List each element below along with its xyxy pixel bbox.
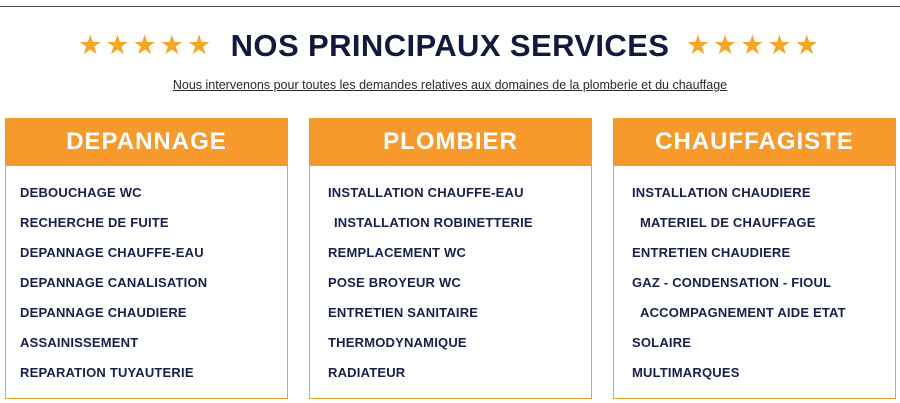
list-item[interactable]: RECHERCHE DE FUITE: [20, 215, 169, 231]
list-item[interactable]: THERMODYNAMIQUE: [328, 335, 467, 351]
page-subtitle: Nous intervenons pour toutes les demandes relatives aux domaines de la plomberie et du chauffage: [172, 78, 728, 92]
service-card-plombier: [309, 118, 592, 399]
list-item[interactable]: INSTALLATION ROBINETTERIE: [334, 215, 533, 231]
list-item[interactable]: MATERIEL DE CHAUFFAGE: [640, 215, 816, 231]
list-item[interactable]: DEPANNAGE CHAUDIERE: [20, 305, 187, 321]
card-body: [310, 166, 591, 398]
list-item[interactable]: SOLAIRE: [632, 335, 692, 351]
list-item[interactable]: ENTRETIEN SANITAIRE: [328, 305, 479, 321]
list-item[interactable]: DEBOUCHAGE WC: [20, 185, 142, 201]
list-item[interactable]: GAZ - CONDENSATION - FIOUL: [632, 275, 832, 291]
card-heading: CHAUFFAGISTE: [614, 119, 895, 166]
stars-left-icon: ★★★★★: [78, 30, 215, 60]
service-card-depannage: [5, 118, 288, 399]
list-item[interactable]: INSTALLATION CHAUDIERE: [632, 185, 811, 201]
list-item[interactable]: DEPANNAGE CHAUFFE-EAU: [20, 245, 204, 261]
service-card-chauffagiste: [613, 118, 896, 399]
card-body: [614, 166, 895, 398]
list-item[interactable]: POSE BROYEUR WC: [328, 275, 462, 291]
card-body: [6, 166, 287, 398]
service-columns: [0, 118, 900, 398]
list-item[interactable]: MULTIMARQUES: [632, 365, 740, 381]
list-item[interactable]: REPARATION TUYAUTERIE: [20, 365, 194, 381]
page-title-row: [0, 30, 900, 61]
page-title: NOS PRINCIPAUX SERVICES: [230, 28, 670, 63]
stars-right-icon: ★★★★★: [685, 30, 822, 60]
list-item[interactable]: REMPLACEMENT WC: [328, 245, 467, 261]
list-item[interactable]: RADIATEUR: [328, 365, 406, 381]
list-item[interactable]: ACCOMPAGNEMENT AIDE ETAT: [640, 305, 846, 321]
list-item[interactable]: ENTRETIEN CHAUDIERE: [632, 245, 791, 261]
top-divider: [0, 6, 900, 7]
list-item[interactable]: ASSAINISSEMENT: [20, 335, 139, 351]
card-heading: PLOMBIER: [310, 119, 591, 166]
list-item[interactable]: INSTALLATION CHAUFFE-EAU: [328, 185, 524, 201]
card-heading: DEPANNAGE: [6, 119, 287, 166]
list-item[interactable]: DEPANNAGE CANALISATION: [20, 275, 208, 291]
